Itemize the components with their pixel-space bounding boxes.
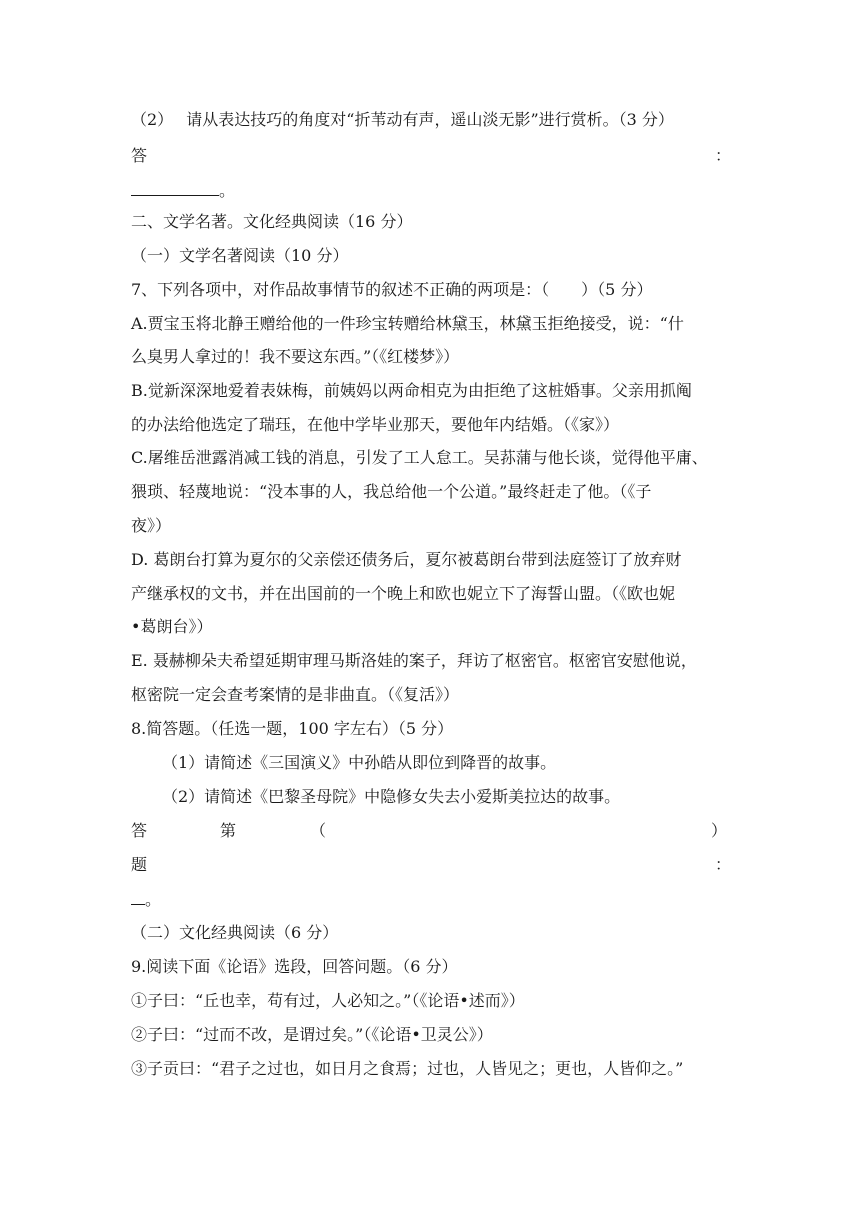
q9-stem: 9.阅读下面《论语》选段，回答问题。（6 分）	[131, 957, 458, 976]
q7-option-d-line2: 产继承权的文书，并在出国前的一个晚上和欧也妮立下了海誓山盟。（《欧也妮	[131, 584, 676, 603]
subsection1-title: （一）文学名著阅读（10 分）	[131, 246, 349, 265]
answer-colon: ：	[714, 146, 731, 165]
q8-answer-end-mark: 。	[145, 890, 162, 909]
q9-quote-1: ①子曰：“丘也幸，苟有过，人必知之。”（《论语•述而》）	[131, 991, 525, 1010]
section2-title: 二、文学名著。文化经典阅读（16 分）	[131, 212, 413, 231]
q8-answer-blank-line	[131, 890, 731, 910]
q9-quote-3: ③子贡曰：“君子之过也，如日月之食焉；过也，人皆见之；更也，人皆仰之。”	[131, 1059, 684, 1078]
q7-option-a-line1: A.贾宝玉将北静王赠给他的一件珍宝转赠给林黛玉，林黛玉拒绝接受，说：“什	[131, 314, 684, 333]
q8-answer-blank[interactable]	[131, 892, 145, 905]
q7-option-c-line1: C.屠维岳泄露消减工钱的消息，引发了工人怠工。吴荪蒲与他长谈，觉得他平庸、	[131, 448, 708, 467]
q9-quote-2: ②子曰：“过而不改，是谓过矣。”（《论语•卫灵公》）	[131, 1025, 493, 1044]
q8-answer-colon: ：	[714, 855, 731, 874]
q7-option-b-line2: 的办法给他选定了瑞珏，在他中学毕业那天，要他年内结婚。（《家》）	[131, 415, 620, 434]
q8-answer-line2	[131, 855, 731, 875]
q8-answer-word-question: 题	[131, 855, 148, 874]
q8-answer-word-2: 第	[220, 821, 237, 840]
q6-answer-line	[131, 146, 731, 166]
subsection2-title: （二）文化经典阅读（6 分）	[131, 923, 339, 942]
answer-label: 答	[131, 146, 148, 165]
q7-stem: 7、下列各项中，对作品故事情节的叙述不正确的两项是：（ ）（5 分）	[131, 280, 653, 299]
q8-answer-open-paren: （	[310, 821, 327, 840]
q6-part2-text: （2） 请从表达技巧的角度对“折苇动有声，遥山淡无影”进行赏析。（3 分）	[131, 110, 674, 129]
q7-option-c-line2: 猥琐、轻蔑地说：“没本事的人，我总给他一个公道。”最终赶走了他。（《子	[131, 482, 652, 501]
answer-blank[interactable]	[131, 181, 219, 196]
q8-answer-word-1: 答	[131, 821, 148, 840]
q7-option-d-line3: •葛朗台》）	[131, 617, 213, 636]
q7-option-e-line1: E. 聂赫柳朵夫希望延期审理马斯洛娃的案子，拜访了枢密官。枢密官安慰他说，	[131, 651, 697, 670]
q6-answer-blank-line	[131, 181, 731, 201]
q7-option-c-line3: 夜》）	[131, 516, 172, 535]
q8-choice-2: （2）请简述《巴黎圣母院》中隐修女失去小爱斯美拉达的故事。	[162, 787, 621, 806]
q8-stem: 8.简答题。（任选一题，100 字左右）（5 分）	[131, 719, 454, 738]
q7-option-a-line2: 么臭男人拿过的！我不要这东西。”（《红楼梦》）	[131, 347, 460, 366]
q7-option-d-line1: D. 葛朗台打算为夏尔的父亲偿还债务后，夏尔被葛朗台带到法庭签订了放弃财	[131, 550, 682, 569]
q8-answer-close-paren: ）	[710, 821, 727, 840]
q7-option-b-line1: B.觉新深深地爱着表妹梅，前姨妈以两命相克为由拒绝了这桩婚事。父亲用抓阄	[131, 381, 692, 400]
q7-option-e-line2: 枢密院一定会查考案情的是非曲直。（《复活》）	[131, 685, 460, 704]
q8-choice-1: （1）请简述《三国演义》中孙皓从即位到降晋的故事。	[162, 753, 557, 772]
answer-end-mark: 。	[219, 181, 236, 200]
